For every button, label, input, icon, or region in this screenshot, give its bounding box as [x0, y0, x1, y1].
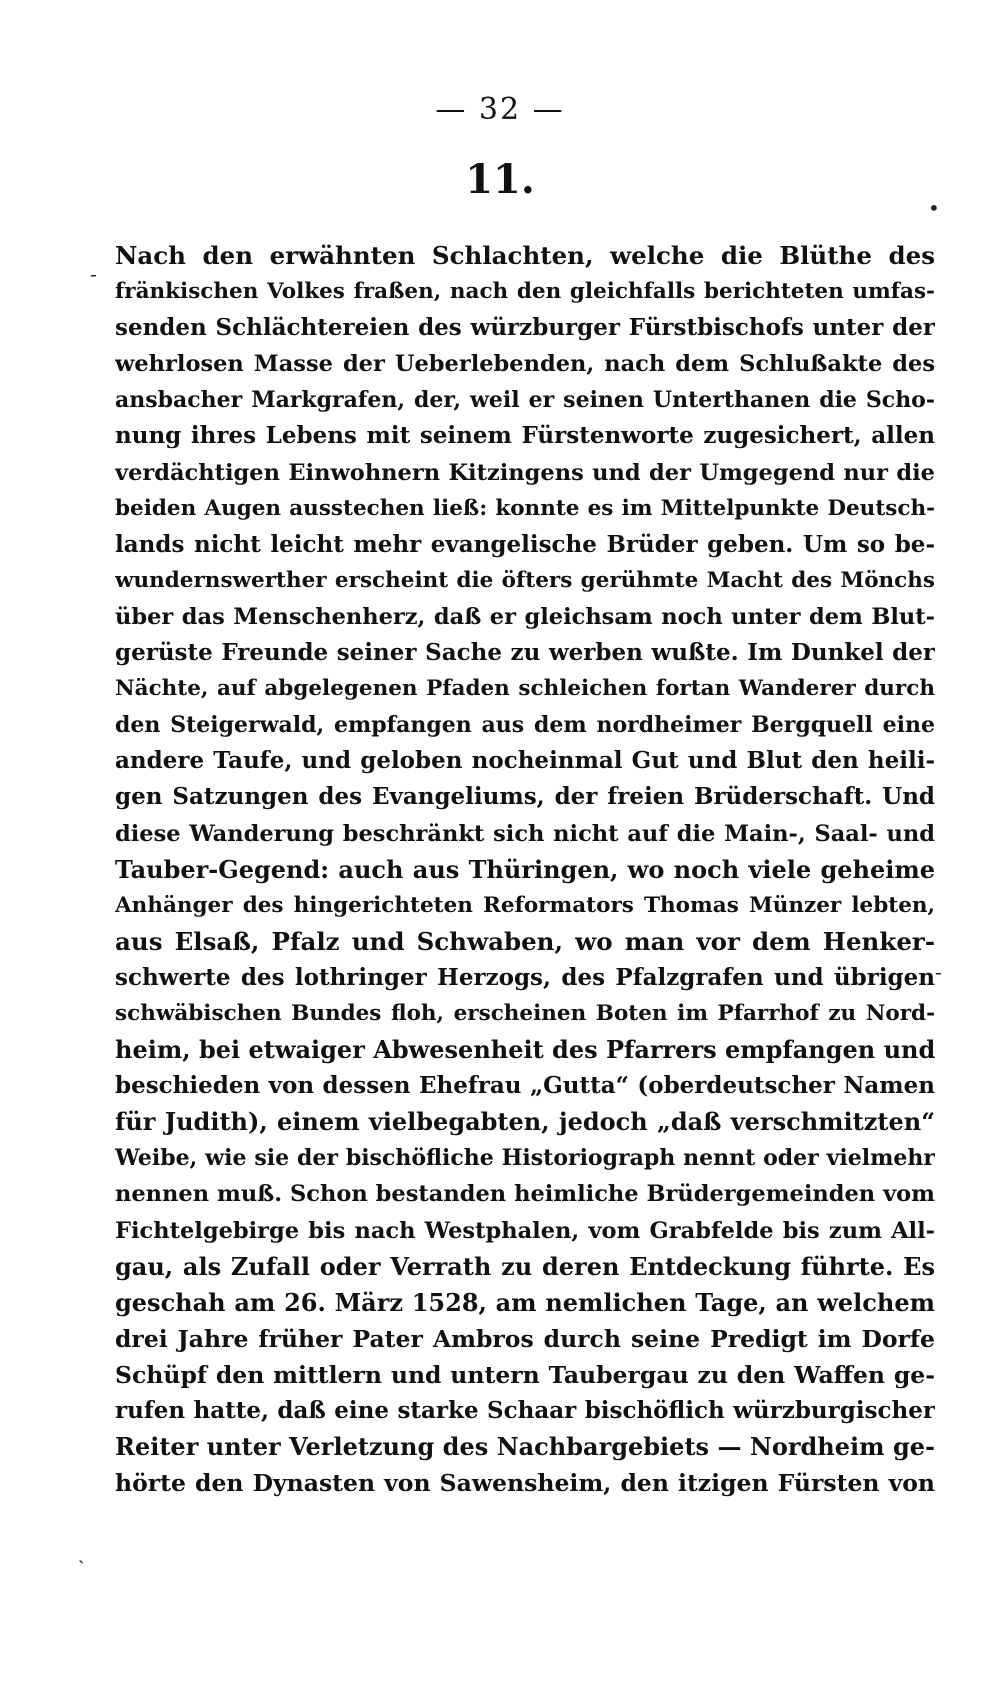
text-line: gau, als Zufall oder Verrath zu deren Entdeckung führte. Es: [115, 1251, 935, 1281]
text-line: nung ihres Lebens mit seinem Fürstenworte zugesichert, allen: [115, 422, 935, 450]
text-line: Nächte, auf abgelegenen Pfaden schleichen fortan Wanderer durch: [115, 676, 935, 702]
text-line: schwerte des lothringer Herzogs, des Pfalzgrafen und übrigen: [115, 963, 935, 991]
text-line: nennen muß. Schon bestanden heimliche Brüdergemeinden vom: [115, 1181, 935, 1208]
text-line: Reiter unter Verletzung des Nachbargebiets — Nordheim ge-: [115, 1432, 935, 1462]
stray-ink-mark: -: [935, 960, 942, 984]
text-line: schwäbischen Bundes floh, erscheinen Boten im Pfarrhof zu Nord-: [115, 1000, 935, 1026]
text-line: für Judith), einem vielbegabten, jedoch „daß verschmitzten“: [115, 1107, 935, 1137]
stray-ink-mark: ˏ: [78, 1540, 85, 1564]
text-line: andere Taufe, und geloben nocheinmal Gut und Blut den heili-: [115, 747, 935, 775]
text-line: beschieden von dessen Ehefrau „Gutta“ (oberdeutscher Namen: [115, 1072, 935, 1100]
page-number: — 32 —: [435, 92, 565, 127]
text-line: Anhänger des hingerichteten Reformators Thomas Münzer lebten,: [115, 892, 935, 918]
text-line: Weibe, wie sie der bischöfliche Historiograph nennt oder vielmehr: [115, 1145, 935, 1172]
text-line: drei Jahre früher Pater Ambros durch seine Predigt im Dorfe: [115, 1324, 935, 1353]
text-line: rufen hatte, daß eine starke Schaar bischöflich würzburgischer: [115, 1397, 935, 1424]
section-number: 11.: [465, 156, 535, 203]
text-line: geschah am 26. März 1528, am nemlichen Tage, an welchem: [115, 1287, 935, 1317]
text-line: fränkischen Volkes fraßen, nach den gleichfalls berichteten umfas-: [115, 279, 935, 305]
text-line: den Steigerwald, empfangen aus dem nordheimer Bergquell eine: [115, 712, 935, 739]
text-line: wundernswerther erscheint die öfters gerühmte Macht des Mönchs: [115, 567, 935, 593]
text-line: senden Schlächtereien des würzburger Fürstbischofs unter der: [115, 314, 935, 342]
text-line: Fichtelgebirge bis nach Westphalen, vom Grabfelde bis zum All-: [115, 1217, 935, 1244]
stray-ink-mark: -: [90, 262, 97, 286]
text-line: Schüpf den mittlern und untern Taubergau zu den Waffen ge-: [115, 1360, 935, 1389]
text-line: ansbacher Markgrafen, der, weil er seinen Unterthanen die Scho-: [115, 387, 935, 414]
text-line: Nach den erwähnten Schlachten, welche die Blüthe des: [115, 241, 935, 270]
text-line: gerüste Freunde seiner Sache zu werben wußte. Im Dunkel der: [115, 639, 935, 667]
text-line: lands nicht leicht mehr evangelische Brüder geben. Um so be-: [115, 530, 935, 558]
text-line: gen Satzungen des Evangeliums, der freien Brüderschaft. Und: [115, 783, 935, 811]
text-line: Tauber-Gegend: auch aus Thüringen, wo noch viele geheime: [115, 854, 935, 884]
text-line: über das Menschenherz, daß er gleichsam noch unter dem Blut-: [115, 603, 935, 630]
body-text: [115, 238, 935, 1501]
text-line: wehrlosen Masse der Ueberlebenden, nach dem Schlußakte des: [115, 351, 935, 378]
text-line: aus Elsaß, Pfalz und Schwaben, wo man vor dem Henker-: [115, 926, 935, 956]
text-line: hörte den Dynasten von Sawensheim, den itzigen Fürsten von: [115, 1469, 935, 1498]
text-line: diese Wanderung beschränkt sich nicht auf die Main-, Saal- und: [115, 820, 935, 847]
text-line: verdächtigen Einwohnern Kitzingens und der Umgegend nur die: [115, 459, 935, 486]
stray-ink-mark: •: [928, 196, 940, 220]
text-line: beiden Augen ausstechen ließ: konnte es im Mittelpunkte Deutsch-: [115, 495, 935, 521]
text-line: heim, bei etwaiger Abwesenheit des Pfarrers empfangen und: [115, 1035, 935, 1065]
